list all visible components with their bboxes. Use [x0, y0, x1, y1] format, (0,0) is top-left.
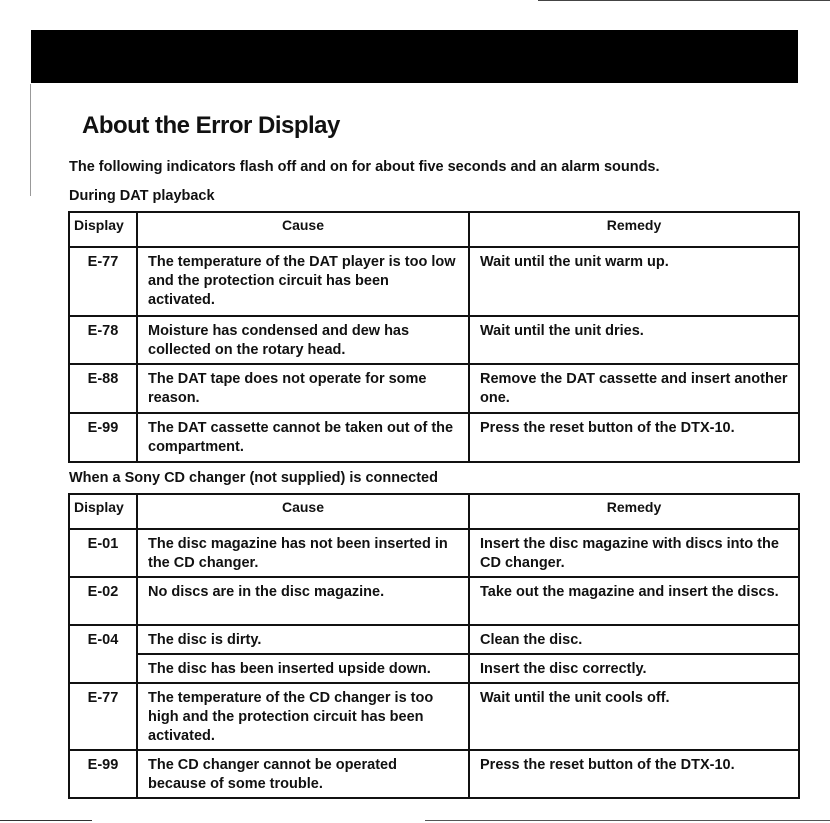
error-cause: The DAT cassette cannot be taken out of the compartment. [137, 413, 469, 462]
error-code: E-99 [69, 750, 137, 798]
dat-section-heading: During DAT playback [69, 188, 215, 204]
top-rule [538, 0, 830, 1]
error-remedy: Remove the DAT cassette and insert another one. [469, 364, 799, 413]
error-cause: The temperature of the DAT player is too low and the protection circuit has been activated. [137, 247, 469, 316]
error-remedy: Press the reset button of the DTX-10. [469, 750, 799, 798]
error-code: E-88 [69, 364, 137, 413]
error-cause: The DAT tape does not operate for some reason. [137, 364, 469, 413]
table-row [69, 625, 799, 654]
error-remedy: Insert the disc correctly. [469, 654, 799, 683]
error-remedy: Clean the disc. [469, 625, 799, 654]
table-row [69, 364, 799, 413]
error-code: E-02 [69, 577, 137, 625]
error-cause: Moisture has condensed and dew has collected on the rotary head. [137, 316, 469, 364]
cause-column-header: Cause [137, 212, 469, 247]
table-row [69, 654, 799, 683]
cd-error-table [68, 493, 800, 799]
cause-column-header: Cause [137, 494, 469, 529]
dat-error-table [68, 211, 800, 463]
error-remedy: Take out the magazine and insert the discs. [469, 577, 799, 625]
intro-text: The following indicators flash off and on for about five seconds and an alarm sounds. [69, 159, 660, 175]
table-row [69, 413, 799, 462]
error-remedy: Wait until the unit dries. [469, 316, 799, 364]
cd-section-heading: When a Sony CD changer (not supplied) is connected [69, 470, 438, 486]
display-column-header: Display [69, 494, 137, 529]
error-cause: The disc is dirty. [137, 625, 469, 654]
table-row [69, 529, 799, 577]
bottom-rule [425, 820, 830, 821]
margin-rule [30, 84, 31, 196]
error-code: E-77 [69, 683, 137, 750]
remedy-column-header: Remedy [469, 212, 799, 247]
header-bar [31, 30, 798, 83]
error-code: E-04 [69, 625, 137, 683]
error-code: E-77 [69, 247, 137, 316]
table-row [69, 316, 799, 364]
error-remedy: Wait until the unit cools off. [469, 683, 799, 750]
error-cause: The disc has been inserted upside down. [137, 654, 469, 683]
display-column-header: Display [69, 212, 137, 247]
remedy-column-header: Remedy [469, 494, 799, 529]
table-header-row [69, 212, 799, 247]
table-row [69, 247, 799, 316]
table-row [69, 577, 799, 625]
page-title: About the Error Display [82, 112, 340, 139]
table-header-row [69, 494, 799, 529]
table-row [69, 750, 799, 798]
error-code: E-99 [69, 413, 137, 462]
error-remedy: Press the reset button of the DTX-10. [469, 413, 799, 462]
error-cause: No discs are in the disc magazine. [137, 577, 469, 625]
error-cause: The disc magazine has not been inserted in the CD changer. [137, 529, 469, 577]
error-code: E-01 [69, 529, 137, 577]
error-cause: The CD changer cannot be operated because of some trouble. [137, 750, 469, 798]
table-row [69, 683, 799, 750]
bottom-rule [0, 820, 92, 821]
error-code: E-78 [69, 316, 137, 364]
error-remedy: Insert the disc magazine with discs into the CD changer. [469, 529, 799, 577]
error-cause: The temperature of the CD changer is too high and the protection circuit has been activated. [137, 683, 469, 750]
error-remedy: Wait until the unit warm up. [469, 247, 799, 316]
